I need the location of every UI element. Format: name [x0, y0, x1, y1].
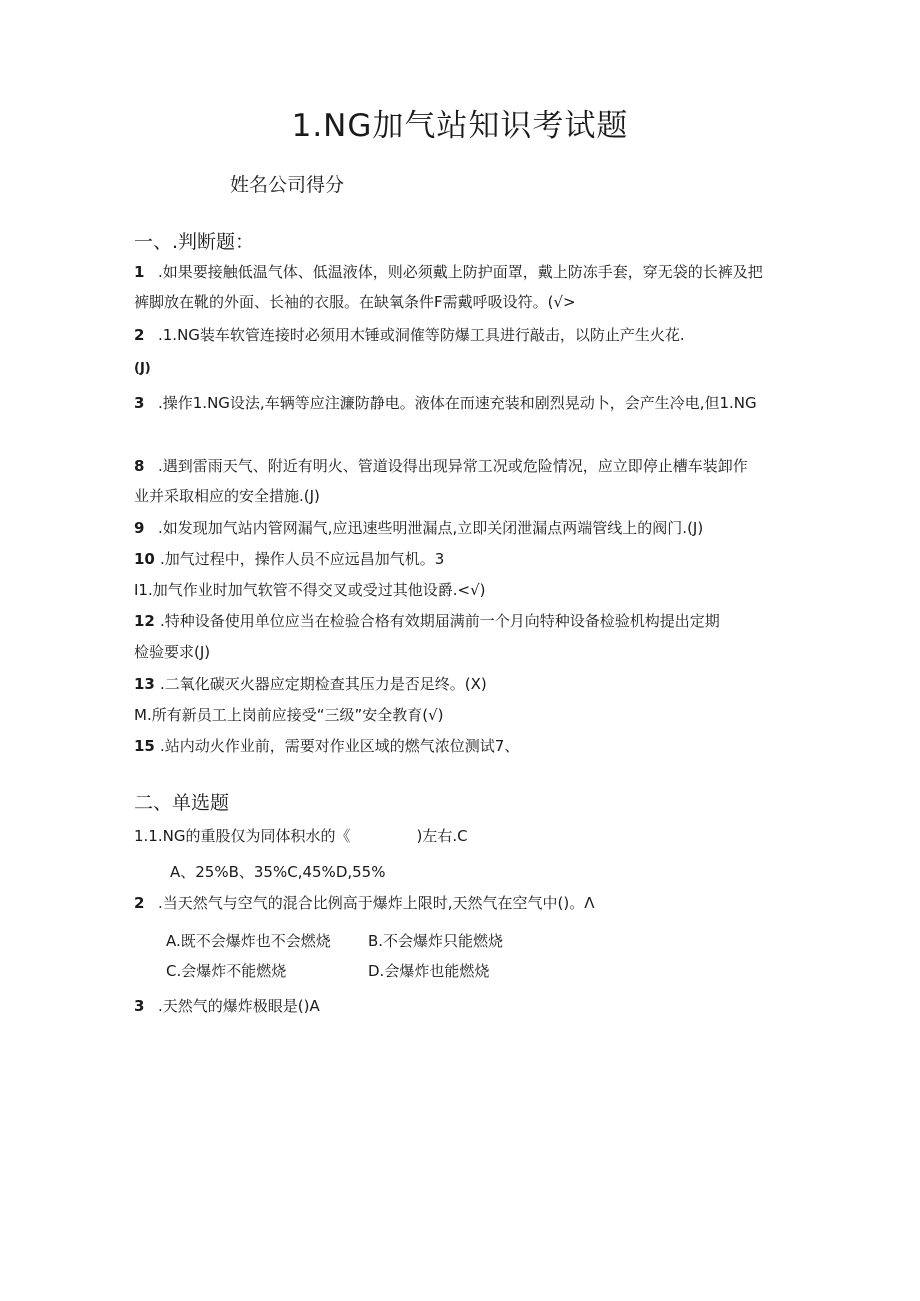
tf-question-14: M.所有新员工上岗前应接受“三级”安全教育(√)	[134, 706, 444, 724]
question-text: .如果要接触低温气体、低温液体，则必须戴上防护面罩，戴上防冻手套，穿无袋的长裤及把	[158, 263, 763, 281]
tf-question-12-continued: 检验要求(J)	[134, 643, 211, 661]
mc-question-1-options: A、25%B、35%C,45%D,55%	[170, 863, 386, 881]
mc-question-1	[134, 826, 468, 846]
question-text: .1.NG装车软管连接时必须用木锤或洞傕等防爆工具进行敲击，以防止产生火花.	[158, 326, 685, 344]
question-number: 3	[134, 997, 145, 1015]
question-number: 9	[134, 519, 145, 537]
tf-question-15	[134, 736, 519, 756]
question-number: 2	[134, 326, 145, 344]
question-text: .二氧化碳灭火器应定期检查其压力是否足终。(X)	[160, 675, 487, 693]
question-text: .如发现加气站内管网漏气,应迅速些明泄漏点,立即关闭泄漏点两端管线上的阀门.(J)	[158, 519, 704, 537]
question-text: .当天然气与空气的混合比例高于爆炸上限时,天然气在空气中()。Λ	[158, 894, 595, 912]
question-number: 3	[134, 394, 145, 412]
mc-question-3	[134, 996, 320, 1016]
tf-question-2	[134, 325, 685, 345]
document-title: 1.NG加气站知识考试题	[291, 108, 629, 144]
name-company-score-line: 姓名公司得分	[230, 174, 345, 196]
question-number: 12	[134, 612, 155, 630]
tf-question-8	[134, 456, 748, 476]
question-number: 13	[134, 675, 155, 693]
tf-question-1	[134, 262, 763, 282]
mc-question-2-option-b: B.不会爆炸只能燃烧	[368, 932, 504, 950]
question-text: 1.1.NG的重股仅为同体积水的《	[134, 827, 351, 845]
tf-question-2-answer: (J)	[134, 361, 151, 376]
question-number: 1	[134, 263, 145, 281]
question-number: 8	[134, 457, 145, 475]
tf-question-1-continued: 裤脚放在靴的外面、长袖的衣服。在缺氧条件F需戴呼吸设符。(√>	[134, 293, 576, 311]
tf-question-11: I1.加气作业时加气软管不得交叉或受过其他设爵.<√)	[134, 581, 486, 599]
question-text: .遇到雷雨天气、附近有明火、管道设得出现异常工况或危险情况，应立即停止槽车装卸作	[158, 457, 748, 475]
question-text: .特种设备使用单位应当在检验合格有效期届满前一个月向特种设备检验机构提出定期	[160, 612, 720, 630]
section-single-choice-heading: 二、单选题	[134, 792, 230, 814]
tf-question-13	[134, 674, 487, 694]
mc-question-2	[134, 893, 595, 913]
question-text-end: )左右.C	[416, 827, 468, 845]
question-number: 2	[134, 894, 145, 912]
mc-question-2-option-d: D.会爆炸也能燃烧	[368, 962, 490, 980]
mc-question-2-option-a: A.既不会爆炸也不会燃烧	[166, 932, 331, 950]
mc-question-2-option-c: C.会爆炸不能燃烧	[166, 962, 287, 980]
section-true-false-heading: 一、.判断题：	[134, 231, 255, 253]
tf-question-9	[134, 518, 703, 538]
question-text: .加气过程中，操作人员不应远昌加气机。3	[160, 550, 445, 568]
tf-question-8-continued: 业并采取相应的安全措施.(J)	[134, 487, 320, 505]
question-number: 15	[134, 737, 155, 755]
tf-question-10	[134, 549, 444, 569]
question-text: .站内动火作业前，需要对作业区域的燃气浓位测试7、	[160, 737, 520, 755]
tf-question-12	[134, 611, 720, 631]
tf-question-3	[134, 393, 757, 413]
question-text: .操作1.NG设法,车辆等应注濂防静电。液体在而速充装和剧烈晃动卜，会产生冷电,但1.NG	[158, 394, 757, 412]
question-number: 10	[134, 550, 155, 568]
question-text: .天然气的爆炸极眼是()A	[158, 997, 320, 1015]
